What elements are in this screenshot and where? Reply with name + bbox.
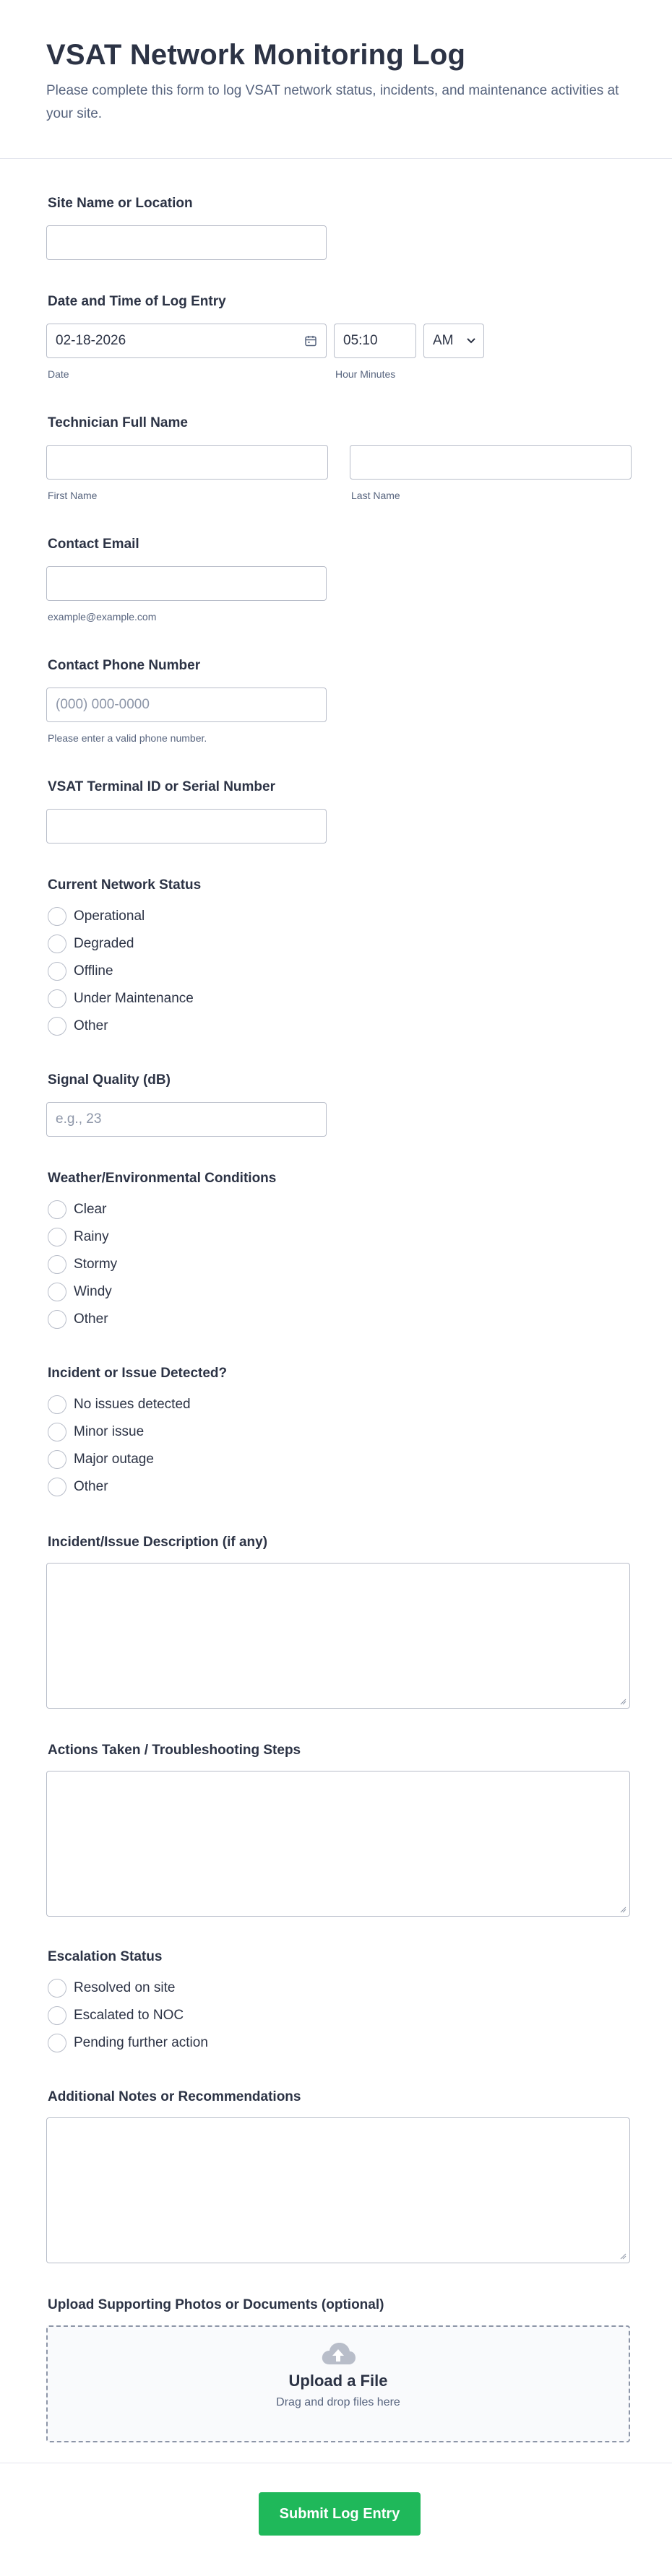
radio-label: Offline [74,963,113,979]
radio-option[interactable] [48,960,113,982]
site-label: Site Name or Location [48,196,193,211]
radio-option[interactable] [48,1309,108,1330]
upload-subtitle: Drag and drop files here [276,2396,400,2408]
radio-label: Under Maintenance [74,991,194,1006]
radio-label: Pending further action [74,2035,208,2050]
radio-button[interactable] [48,934,66,953]
radio-label: Rainy [74,1229,109,1244]
radio-button[interactable] [48,2006,66,2025]
signal-placeholder: e.g., 23 [56,1111,102,1127]
radio-button[interactable] [48,1228,66,1246]
email-label: Contact Email [48,537,139,552]
radio-option[interactable] [48,1394,191,1415]
radio-label: Degraded [74,936,134,951]
radio-option[interactable] [48,2032,208,2054]
upload-label: Upload Supporting Photos or Documents (optional) [48,2297,384,2312]
resize-grip-icon[interactable] [619,1698,626,1705]
upload-title: Upload a File [288,2372,388,2390]
phone-hint: Please enter a valid phone number. [48,732,207,744]
calendar-icon[interactable] [304,334,317,347]
radio-label: Other [74,1311,108,1327]
radio-option[interactable] [48,906,145,927]
radio-button[interactable] [48,2034,66,2052]
actions-textarea[interactable] [46,1771,630,1917]
notes-question [48,2089,632,2266]
resize-grip-icon[interactable] [619,2252,626,2260]
signal-input[interactable] [46,1102,327,1137]
signal-question [48,1072,632,1144]
site-question [48,195,632,264]
radio-label: Major outage [74,1452,154,1467]
escalation-question [48,1948,632,2057]
incident-desc-question [48,1534,632,1712]
radio-option[interactable] [48,2005,184,2026]
phone-placeholder: (000) 000-0000 [56,697,150,712]
radio-label: Windy [74,1284,112,1299]
actions-label: Actions Taken / Troubleshooting Steps [48,1743,301,1758]
escalation-label: Escalation Status [48,1949,163,1964]
radio-button[interactable] [48,962,66,981]
radio-button[interactable] [48,1017,66,1036]
notes-textarea[interactable] [46,2117,630,2263]
form-header [0,0,672,159]
radio-button[interactable] [48,1423,66,1441]
form-title: VSAT Network Monitoring Log [46,39,466,71]
weather-label: Weather/Environmental Conditions [48,1171,277,1186]
last-name-sublabel: Last Name [351,490,400,501]
phone-input[interactable] [46,688,327,722]
radio-button[interactable] [48,1255,66,1274]
radio-option[interactable] [48,1977,175,1999]
radio-label: Clear [74,1202,107,1217]
actions-question [48,1742,632,1920]
terminal-input[interactable] [46,809,327,844]
radio-button[interactable] [48,1395,66,1414]
radio-option[interactable] [48,1199,106,1220]
time-value: 05:10 [343,333,378,348]
radio-label: Other [74,1018,108,1033]
submit-button[interactable]: Submit Log Entry [259,2492,421,2536]
radio-button[interactable] [48,1478,66,1496]
weather-question [48,1170,632,1336]
last-name-input[interactable] [350,445,632,480]
date-sublabel: Date [48,368,69,380]
radio-button[interactable] [48,989,66,1008]
radio-option[interactable] [48,1449,154,1470]
notes-label: Additional Notes or Recommendations [48,2089,301,2104]
radio-button[interactable] [48,1200,66,1219]
radio-label: Minor issue [74,1424,145,1439]
first-name-input[interactable] [46,445,328,480]
datetime-question [48,293,632,387]
incident-desc-textarea[interactable] [46,1563,630,1709]
network-status-label: Current Network Status [48,877,202,893]
incident-label: Incident or Issue Detected? [48,1366,228,1381]
technician-label: Technician Full Name [48,415,188,430]
network-status-question [48,877,632,1043]
time-input[interactable] [334,324,416,358]
ampm-value: AM [433,333,454,348]
radio-label: Resolved on site [74,1980,176,1995]
radio-option[interactable] [48,988,194,1010]
radio-label: Operational [74,908,145,924]
radio-button[interactable] [48,1283,66,1301]
email-hint: example@example.com [48,611,157,623]
time-sublabel: Hour Minutes [335,368,396,380]
datetime-label: Date and Time of Log Entry [48,294,226,309]
radio-label: Escalated to NOC [74,2008,184,2023]
radio-label: No issues detected [74,1397,191,1412]
upload-question [48,2297,632,2448]
cloud-upload-icon [320,2341,356,2366]
email-question [48,536,632,630]
email-input[interactable] [46,566,327,601]
resize-grip-icon[interactable] [619,1906,626,1913]
radio-option[interactable] [48,933,134,955]
form-description: Please complete this form to log VSAT network status, incidents, and maintenance activities at your site. [46,83,619,121]
incident-question [48,1365,632,1502]
radio-label: Other [74,1479,108,1494]
date-value: 02-18-2026 [56,333,126,348]
radio-button[interactable] [48,907,66,926]
radio-button[interactable] [48,1310,66,1329]
radio-button[interactable] [48,1979,66,1998]
date-input[interactable] [46,324,327,358]
radio-option[interactable] [48,1476,108,1498]
terminal-label: VSAT Terminal ID or Serial Number [48,779,275,794]
terminal-question [48,779,632,851]
phone-label: Contact Phone Number [48,658,201,673]
upload-dropzone[interactable] [46,2325,630,2442]
chevron-down-icon [466,337,476,344]
radio-label: Stormy [74,1257,118,1272]
radio-option[interactable] [48,1421,144,1443]
radio-button[interactable] [48,1450,66,1469]
radio-option[interactable] [48,1254,117,1275]
first-name-sublabel: First Name [48,490,98,501]
radio-option[interactable] [48,1015,108,1037]
radio-option[interactable] [48,1281,112,1303]
radio-option[interactable] [48,1226,109,1248]
ampm-select[interactable] [423,324,484,358]
incident-desc-label: Incident/Issue Description (if any) [48,1535,268,1550]
phone-question [48,657,632,751]
site-input[interactable] [46,225,327,260]
signal-label: Signal Quality (dB) [48,1072,171,1088]
technician-question [48,415,632,508]
